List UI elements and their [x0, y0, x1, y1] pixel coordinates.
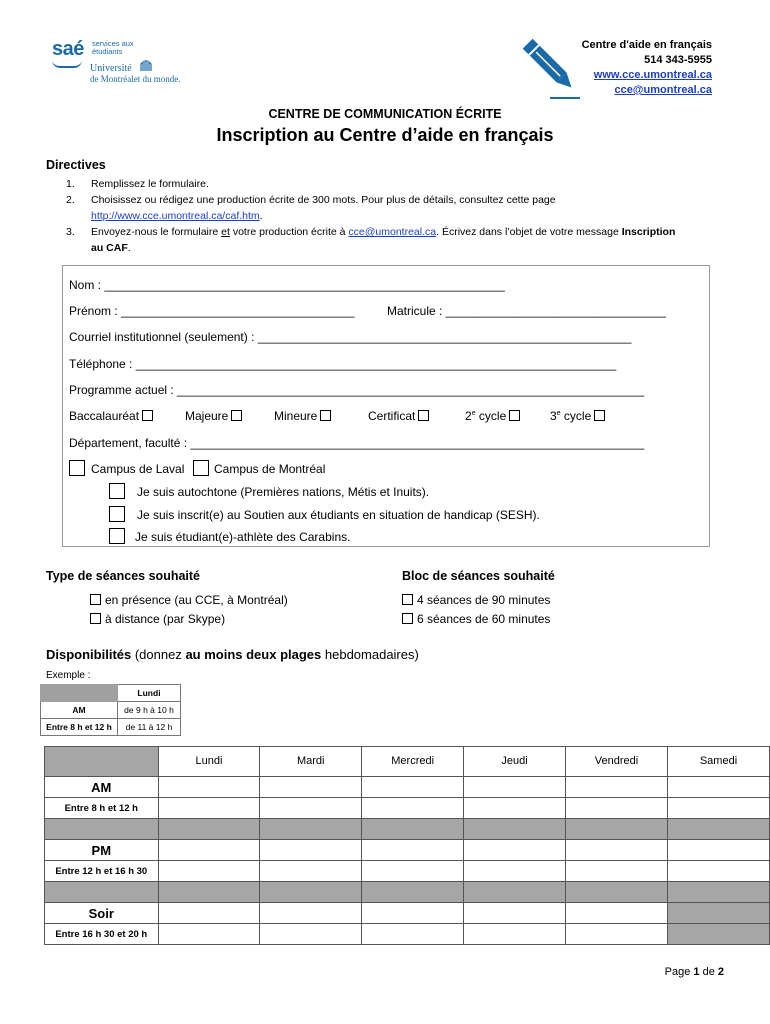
contact-block — [582, 38, 712, 98]
cycle2-sup: e — [471, 410, 476, 417]
carabins-label: Je suis étudiant(e)-athlète des Carabins. — [135, 530, 351, 544]
exemple-label: Exemple : — [46, 670, 91, 681]
slot-cell[interactable] — [158, 777, 260, 798]
certificat-option[interactable] — [368, 409, 429, 423]
directive-text-2: Choisissez ou rédigez une production écrite de 300 mots. Pour plus de détails, consultez cette page — [91, 194, 556, 206]
slot-cell[interactable] — [565, 924, 667, 945]
majeure-label: Majeure — [185, 409, 229, 423]
directive-text-3d: . — [127, 242, 131, 254]
contact-name: Centre d'aide en français — [581, 39, 712, 51]
disabled-cell — [667, 924, 769, 945]
pm-label: PM — [45, 840, 159, 861]
slot-cell[interactable] — [260, 924, 362, 945]
day-header: Mardi — [260, 747, 362, 777]
caf-page-link[interactable]: http://www.cce.umontreal.ca/caf.htm — [91, 210, 260, 222]
slot-cell[interactable] — [158, 798, 260, 819]
slot-cell[interactable] — [260, 798, 362, 819]
presence-label: en présence (au CCE, à Montréal) — [105, 593, 288, 607]
slot-cell[interactable] — [362, 924, 464, 945]
cycle2-option[interactable] — [465, 409, 520, 423]
matricule-field[interactable]: Matricule : _________________________________ — [387, 304, 666, 318]
table-row — [45, 903, 770, 924]
directive-text-2-end: . — [259, 210, 263, 222]
campus-montreal-checkbox[interactable] — [193, 460, 209, 476]
slot-cell[interactable] — [158, 903, 260, 924]
mineure-label: Mineure — [274, 409, 318, 423]
sesh-checkbox[interactable] — [109, 506, 125, 522]
type-seances-heading: Type de séances souhaité — [46, 569, 200, 583]
nom-field[interactable]: Nom : ____________________________________________________________ — [69, 278, 505, 292]
checkbox-icon[interactable] — [231, 410, 242, 421]
dispo-text2: hebdomadaires) — [321, 647, 419, 662]
checkbox-icon[interactable] — [320, 410, 331, 421]
slot-cell[interactable] — [158, 861, 260, 882]
table-row — [45, 840, 770, 861]
am-range: Entre 8 h et 12 h — [45, 798, 159, 819]
directive-item-3 — [66, 224, 686, 256]
contact-website-link[interactable]: www.cce.umontreal.ca — [593, 69, 712, 81]
slot-cell[interactable] — [260, 840, 362, 861]
udem-tagline: et du monde. — [133, 74, 181, 84]
page-number — [665, 966, 724, 978]
example-am: AM — [41, 702, 118, 719]
slot-cell[interactable] — [362, 798, 464, 819]
contact-email-link[interactable]: cce@umontreal.ca — [614, 84, 712, 96]
campus-laval-checkbox[interactable] — [69, 460, 85, 476]
page-current: 1 — [693, 966, 700, 978]
sae-logo — [52, 38, 242, 88]
directive-subject: Inscription au CAF — [91, 226, 676, 254]
sae-wordmark: saé — [52, 38, 84, 60]
dispo-text1: (donnez — [131, 647, 186, 662]
table-row — [45, 777, 770, 798]
university-crest-icon — [140, 60, 152, 72]
checkbox-icon[interactable] — [509, 410, 520, 421]
slot-cell[interactable] — [158, 924, 260, 945]
courriel-field[interactable]: Courriel institutionnel (seulement) : ________________________________________________________ — [69, 330, 632, 344]
distance-label: à distance (par Skype) — [105, 612, 226, 626]
directive-num-3: 3. — [66, 226, 75, 238]
checkbox-icon[interactable] — [402, 594, 413, 605]
slot-cell[interactable] — [362, 840, 464, 861]
soir-range: Entre 16 h 30 et 20 h — [45, 924, 159, 945]
directives-heading: Directives — [46, 158, 106, 172]
slot-cell[interactable] — [158, 840, 260, 861]
majeure-option[interactable] — [185, 409, 242, 423]
carabins-checkbox[interactable] — [109, 528, 125, 544]
udem-name: de Montréal — [90, 74, 134, 84]
cycle2-num: 2 — [465, 409, 472, 423]
cce-email-link[interactable]: cce@umontreal.ca — [348, 226, 437, 238]
bloc2-label: 6 séances de 60 minutes — [417, 612, 551, 626]
table-row — [45, 861, 770, 882]
slot-cell[interactable] — [464, 777, 566, 798]
campus-montreal-label: Campus de Montréal — [214, 462, 326, 476]
cycle3-sup: e — [556, 410, 561, 417]
page-title: Inscription au Centre d’aide en français — [216, 125, 554, 145]
autochtone-label: Je suis autochtone (Premières nations, Métis et Inuits). — [137, 485, 430, 499]
example-day: Lundi — [118, 685, 181, 702]
cycle3-option[interactable] — [550, 409, 605, 423]
separator-row — [45, 882, 770, 903]
dispo-bold1: Disponibilités — [46, 647, 132, 662]
udem-line1: Université — [90, 63, 132, 74]
slot-cell[interactable] — [565, 861, 667, 882]
directive-text-3b: votre production écrite à — [229, 226, 349, 238]
am-label: AM — [45, 777, 159, 798]
table-row — [45, 924, 770, 945]
slot-cell[interactable] — [565, 777, 667, 798]
cycle3-word: cycle — [560, 409, 592, 423]
autochtone-checkbox[interactable] — [109, 483, 125, 499]
departement-field[interactable]: Département, faculté : ____________________________________________________________________ — [69, 436, 645, 450]
disponibilites-heading — [46, 647, 419, 662]
example-table — [40, 684, 181, 736]
slot-cell[interactable] — [464, 798, 566, 819]
directive-num-1: 1. — [66, 178, 75, 190]
campus-laval-label: Campus de Laval — [91, 462, 185, 476]
mineure-option[interactable] — [274, 409, 331, 423]
page-label: Page — [664, 966, 694, 978]
directive-item-2 — [66, 192, 686, 224]
schedule-corner — [45, 747, 159, 777]
sesh-label: Je suis inscrit(e) au Soutien aux étudiants en situation de handicap (SESH). — [137, 508, 540, 522]
day-header: Jeudi — [464, 747, 566, 777]
bloc2-option[interactable] — [402, 612, 550, 626]
example-am-value: de 9 h à 10 h — [118, 702, 181, 719]
certificat-label: Certificat — [368, 409, 416, 423]
telephone-field[interactable]: Téléphone : ________________________________________________________________________ — [69, 357, 617, 371]
directive-text-3a: Envoyez-nous le formulaire — [91, 226, 222, 238]
slot-cell[interactable] — [464, 903, 566, 924]
checkbox-icon[interactable] — [594, 410, 605, 421]
services-line2: étudiants — [92, 47, 123, 56]
day-header: Lundi — [158, 747, 260, 777]
registration-form — [62, 265, 710, 547]
contact-phone: 514 343-5955 — [644, 54, 712, 66]
checkbox-icon[interactable] — [402, 613, 413, 624]
slot-cell[interactable] — [260, 777, 362, 798]
directive-item-1 — [66, 176, 686, 192]
disabled-cell — [667, 903, 769, 924]
slot-cell[interactable] — [667, 777, 769, 798]
services-line1: services aux — [92, 39, 134, 48]
slot-cell[interactable] — [565, 840, 667, 861]
slot-cell[interactable] — [667, 798, 769, 819]
page-total: 2 — [717, 966, 724, 978]
presence-option[interactable] — [90, 593, 288, 607]
bacc-option[interactable] — [69, 409, 153, 423]
distance-option[interactable] — [90, 612, 225, 626]
slot-cell[interactable] — [464, 861, 566, 882]
bacc-label: Baccalauréat — [69, 409, 140, 423]
table-row — [45, 798, 770, 819]
directive-num-2: 2. — [66, 194, 75, 206]
day-header: Samedi — [667, 747, 769, 777]
programme-field[interactable]: Programme actuel : ______________________________________________________________________ — [69, 383, 645, 397]
slot-cell[interactable] — [464, 924, 566, 945]
day-header: Vendredi — [565, 747, 667, 777]
example-corner — [41, 685, 118, 702]
day-header: Mercredi — [362, 747, 464, 777]
prenom-field[interactable]: Prénom : ___________________________________ — [69, 304, 355, 318]
slot-cell[interactable] — [565, 903, 667, 924]
pm-range: Entre 12 h et 16 h 30 — [45, 861, 159, 882]
pencil-icon — [520, 34, 582, 100]
example-range: Entre 8 h et 12 h — [41, 719, 118, 736]
udem-line2 — [90, 74, 180, 84]
directive-et: et — [221, 226, 230, 238]
slot-cell[interactable] — [362, 861, 464, 882]
slot-cell[interactable] — [362, 777, 464, 798]
services-label — [92, 40, 134, 56]
soir-label: Soir — [45, 903, 159, 924]
slot-cell[interactable] — [667, 840, 769, 861]
checkbox-icon[interactable] — [142, 410, 153, 421]
cycle3-num: 3 — [550, 409, 557, 423]
slot-cell[interactable] — [260, 903, 362, 924]
directive-text-3c: . Écrivez dans l’objet de votre message — [436, 226, 622, 238]
checkbox-icon[interactable] — [90, 613, 101, 624]
example-range-value: de 11 à 12 h — [118, 719, 181, 736]
slot-cell[interactable] — [667, 861, 769, 882]
logo-swoosh — [52, 60, 82, 68]
slot-cell[interactable] — [464, 840, 566, 861]
checkbox-icon[interactable] — [418, 410, 429, 421]
cycle2-word: cycle — [475, 409, 507, 423]
dispo-bold2: au moins deux plages — [185, 647, 322, 662]
page-of: de — [699, 966, 718, 978]
page-subtitle: CENTRE DE COMMUNICATION ÉCRITE — [268, 107, 502, 121]
directives-list — [66, 176, 686, 256]
slot-cell[interactable] — [565, 798, 667, 819]
bloc-seances-heading: Bloc de séances souhaité — [402, 569, 555, 583]
directive-text-1: Remplissez le formulaire. — [91, 178, 209, 190]
slot-cell[interactable] — [260, 861, 362, 882]
slot-cell[interactable] — [362, 903, 464, 924]
bloc1-option[interactable] — [402, 593, 550, 607]
separator-row — [45, 819, 770, 840]
schedule-table — [44, 746, 770, 945]
checkbox-icon[interactable] — [90, 594, 101, 605]
bloc1-label: 4 séances de 90 minutes — [417, 593, 551, 607]
